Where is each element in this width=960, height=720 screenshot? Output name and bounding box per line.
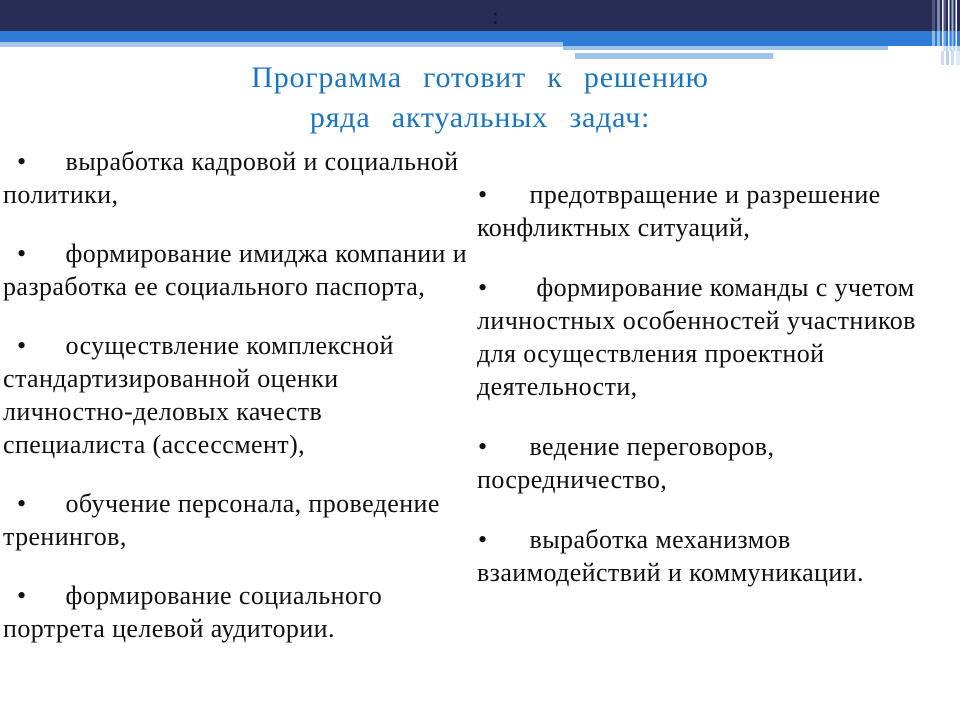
bullet-list-item: • предотвращение и разрешение конфликтных ситуаций, [477, 180, 881, 242]
bullet-list-item: • ведение переговоров, посредничество, [477, 432, 775, 494]
bullet-icon: • [17, 489, 27, 518]
header-placeholder-text: : [492, 4, 499, 30]
bullet-list-item: • формирование социального портрета целевой аудитории. [3, 581, 383, 643]
bullet-list-item: • выработка кадровой и социальной политики, [3, 147, 459, 209]
bullet-column-left [3, 145, 473, 645]
bullet-list-item: • формирование команды с учетом личностных особенностей участников для осуществления проектной деятельности, [477, 273, 916, 401]
slide-title-line1: Программа готовит к решению [251, 61, 709, 94]
bullet-icon: • [478, 180, 488, 209]
bullet-list-item: • осуществление комплексной стандартизированной оценки личностно-деловых качеств специалиста (ассессмент), [3, 331, 394, 459]
header-navy-bar [0, 0, 960, 31]
bullet-icon: • [478, 432, 488, 461]
bullet-icon: • [17, 147, 27, 176]
bullet-list-item: • формирование имиджа компании и разработка ее социального паспорта, [3, 239, 468, 301]
header-corner-stripes-top [929, 0, 960, 31]
header-lightblue-band-left [0, 42, 563, 47]
bullet-icon: • [478, 273, 488, 302]
bullet-icon: • [478, 525, 488, 554]
bullet-list-item: • выработка механизмов взаимодействий и коммуникации. [477, 525, 864, 587]
bullet-icon: • [17, 331, 27, 360]
header-corner-stripes-middle [929, 31, 960, 51]
bullet-icon: • [17, 239, 27, 268]
header-blue-bar [0, 31, 960, 42]
bullet-icon: • [17, 581, 27, 610]
bullet-list-item: • обучение персонала, проведение тренингов, [3, 489, 440, 551]
slide-title [0, 58, 960, 138]
slide-title-line2: ряда актуальных задач: [309, 101, 651, 134]
bullet-column-right [477, 178, 957, 589]
